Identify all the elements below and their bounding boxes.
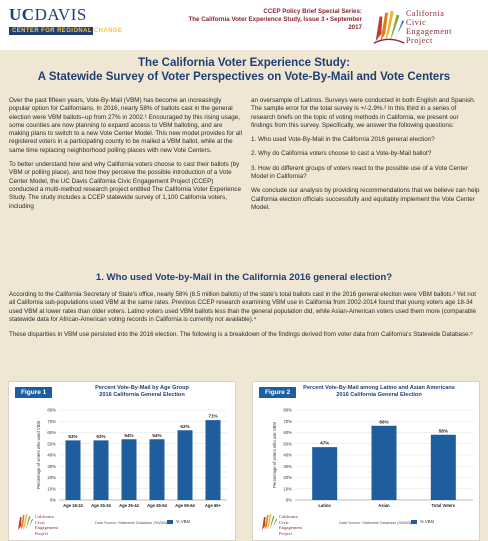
question-1: 1. Who used Vote-By-Mail in the California 2016 general election? [251, 136, 435, 144]
y-tick-label: 0% [49, 497, 56, 503]
page-title [0, 56, 488, 84]
y-tick-label: 60% [47, 430, 56, 435]
bar-value-label: 54% [152, 432, 162, 438]
x-tick-label: Age 25-34 [91, 503, 111, 508]
y-tick-label: 60% [283, 430, 292, 435]
bar-value-label: 47% [320, 440, 330, 446]
x-tick-label: Age 18-24 [63, 503, 83, 508]
center-name: CENTER FOR REGIONAL CHANGE [9, 27, 93, 35]
figure-1-chart [9, 382, 235, 512]
bar [312, 447, 337, 500]
x-tick-label: Age 45-54 [147, 503, 167, 508]
hands-icon [370, 7, 408, 45]
bar-value-label: 62% [180, 423, 190, 429]
question-2: 2. Why do California voters choose to cast a Vote-by-Mail ballot? [251, 150, 432, 158]
y-tick-label: 40% [47, 452, 56, 458]
y-tick-label: 20% [47, 475, 56, 480]
intro-paragraph-3: an oversample of Latinos. Surveys were conducted in both English and Spanish. The sample error for the total survey is +/-2.9%.² In this third in a series of research briefs on the topic of voting methods in California, we present our findings from this survey. Specifically, we answer the following questions: [251, 97, 476, 129]
figure-1-footer [15, 512, 229, 538]
figure-2-legend: % VBM [411, 519, 434, 524]
bar [66, 440, 81, 500]
bar-value-label: 54% [124, 432, 134, 438]
y-tick-label: 80% [47, 407, 56, 413]
intro-paragraph-1: Over the past fifteen years, Vote-By-Mail (VBM) has become an increasingly popular option for Californians. In 2016, nearly 58% of ballots cast in the general election were VBM ballots–up from 27% in 2002.¹ Encouraged by this rising usage, some counties are now planning to expand access to VBM balloting, and are making plans to switch to a new Vote Center Model. This new model provides for all registered voters in a participating county to be mailed a VBM ballot, while at the same time replacing neighborhood polling places with new Vote Centers. [9, 97, 242, 154]
bar [122, 439, 137, 500]
x-tick-label: Age 35-44 [119, 503, 139, 508]
bar [150, 439, 165, 500]
section-1-paragraph-1: According to the California Secretary of State's office, nearly 58% (8.5 million ballots) of the state's total ballots cast in the 2016 general election were VBM ballots.³ Yet not all California sub-populations used VBM at the same rates. Previous CCEP research examining VBM use in California from 2002-2014 found that young voters age 18-34 used VBM at lower rates than older voters. Latino voters used VBM ballots less than the general population did, while Asian-American voters used them more (comparable statewide data for African-American voting records in California is currently not available).⁴ [9, 291, 477, 324]
figure-1 [8, 381, 236, 541]
section-1-heading: 1. Who used Vote-by-Mail in the California 2016 general election? [95, 272, 393, 283]
x-tick-label: Age 55-64 [175, 503, 195, 508]
bar [178, 430, 193, 500]
y-axis-label: Percentage of voters who used VBM [36, 421, 41, 489]
bar [94, 440, 109, 500]
figure-2-logo-text: California Civic Engagement Project [279, 514, 302, 536]
x-tick-label: Asian [378, 503, 390, 508]
figure-2 [252, 381, 480, 541]
figure-1-legend: % VBM [167, 519, 190, 524]
y-tick-label: 40% [283, 452, 292, 458]
x-tick-label: Latino [318, 503, 331, 508]
series-line-2: The California Voter Experience Study, Issue 3 • September 2017 [188, 16, 362, 31]
y-tick-label: 0% [285, 497, 292, 503]
x-tick-label: Total Voters [431, 503, 456, 508]
figure-2-label: Figure 2 [259, 387, 296, 398]
legend-swatch [167, 520, 173, 524]
title-line-1: The California Voter Experience Study: [138, 57, 350, 69]
figure-2-chart [253, 382, 479, 512]
figure-1-label: Figure 1 [15, 387, 52, 398]
section-1-body [9, 291, 481, 345]
ucdavis-logo-uc: UC [9, 5, 35, 24]
bar-value-label: 53% [96, 433, 106, 439]
y-tick-label: 10% [283, 486, 292, 492]
y-tick-label: 10% [47, 486, 56, 492]
bar [372, 426, 397, 500]
y-axis-label: Percentage of voters who use VBM [272, 422, 277, 488]
y-tick-label: 30% [47, 463, 56, 469]
section-1-paragraph-2: These disparities in VBM use persisted into the 2016 election. The following is a breakdown of the findings derived from voter data from California's Statewide Database.⁵ [9, 330, 473, 338]
series-info [176, 8, 362, 32]
figure-2-title: Percent Vote-By-Mail among Latino and Asian Americans 2016 California General Election [303, 385, 455, 399]
y-tick-label: 80% [283, 407, 292, 413]
header [0, 0, 488, 50]
y-tick-label: 50% [47, 441, 56, 447]
intro-paragraph-2: To better understand how and why California voters choose to cast their ballots (by VBM or polling place), and how they perceive the possible introduction of a Vote Center Model, the UC Davis California Civic Engagement Project (CCEP) conducted a multi-method research project entitled The California Voter Experience Study. The study includes a CCEP statewide survey of 1,100 California voters, including [9, 161, 241, 210]
title-line-2: A Statewide Survey of Voter Perspectives on Vote-By-Mail and Vote Centers [37, 71, 451, 83]
figure-2-source: Data Source: Statewide Database (SWDB) [339, 521, 412, 525]
figure-1-title: Percent Vote-By-Mail by Age Group 2016 California General Election [95, 385, 189, 399]
y-tick-label: 70% [283, 418, 292, 424]
intro-left-column [9, 97, 243, 217]
bar [431, 435, 456, 500]
intro-paragraph-4: We conclude our analysis by providing recommendations that we believe can help California election officials successfully and equitably implement the Vote Center Model. [251, 187, 480, 211]
figure-2-footer [259, 512, 473, 538]
y-tick-label: 20% [283, 475, 292, 480]
bar-value-label: 53% [68, 433, 78, 439]
bar-value-label: 66% [379, 419, 389, 425]
x-tick-label: Age 65+ [204, 503, 222, 508]
bar-value-label: 58% [438, 428, 448, 434]
series-line-1: CCEP Policy Brief Special Series: [263, 8, 362, 15]
y-tick-label: 30% [283, 463, 292, 469]
cvep-logo [370, 5, 485, 47]
cvep-name: California Civic Engagement Project [406, 9, 452, 45]
figure-1-logo-text: California Civic Engagement Project [35, 514, 58, 536]
intro-right-column [251, 97, 481, 218]
bar [206, 420, 221, 500]
hands-icon [259, 512, 279, 532]
figure-1-source: Data Source: Statewide Database (SWDB) [95, 521, 168, 525]
ucdavis-logo-davis: DAVIS [34, 5, 87, 24]
legend-swatch [411, 520, 417, 524]
y-tick-label: 50% [283, 441, 292, 447]
hands-icon [15, 512, 35, 532]
y-tick-label: 70% [47, 418, 56, 424]
question-3: 3. How do different groups of voters react to the possible use of a Vote Center Model in California? [251, 164, 468, 181]
bar-value-label: 71% [208, 413, 218, 419]
ucdavis-logo [9, 5, 123, 35]
